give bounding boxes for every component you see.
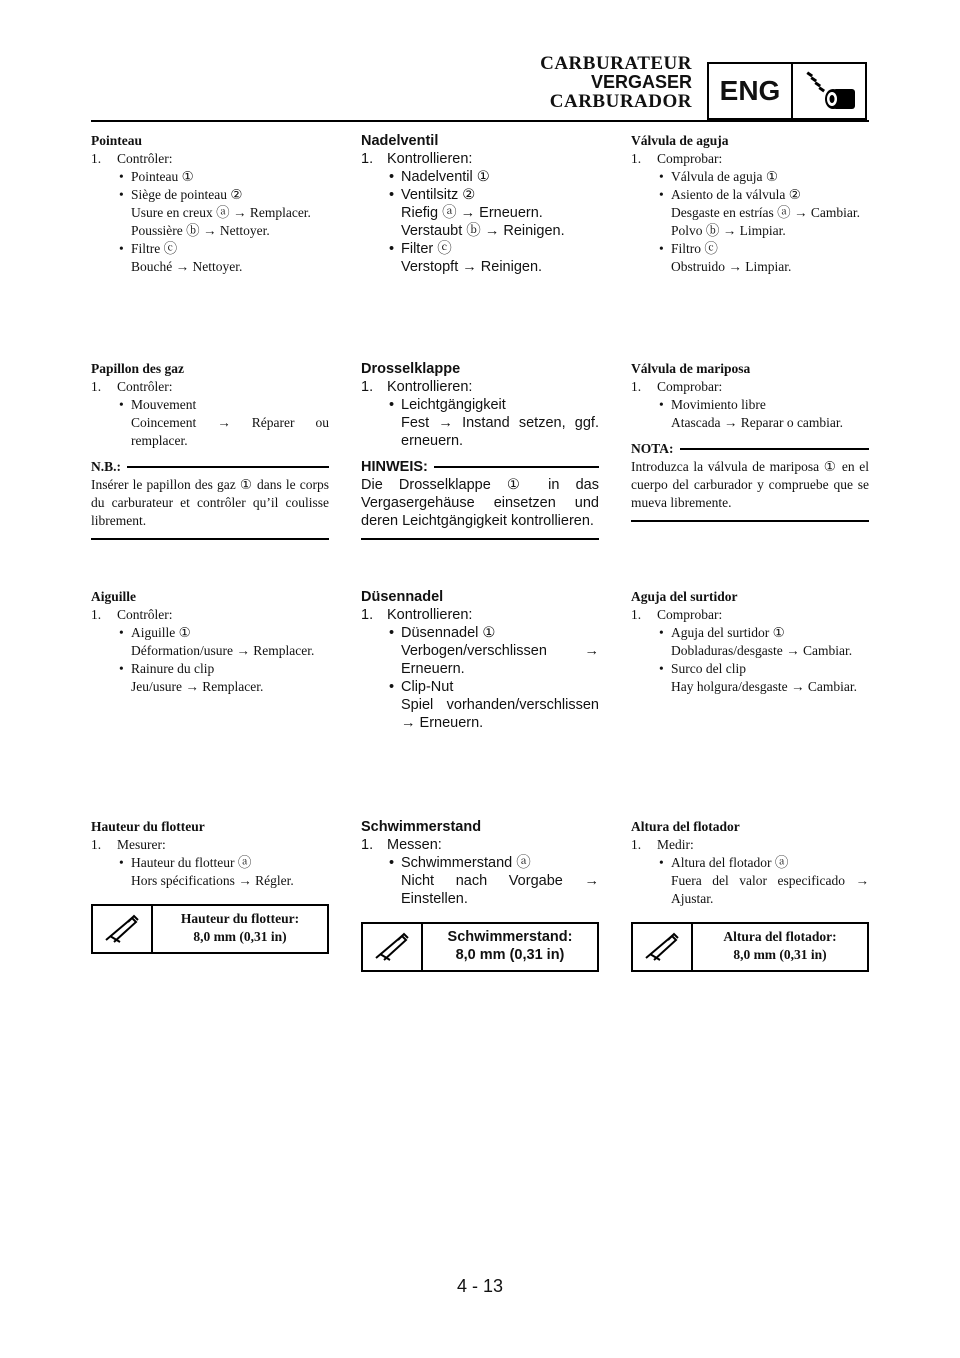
spec-label: Hauteur du flotteur: [180,911,300,926]
fr-jet-needle-section [91,588,329,696]
sub-text: Spiel vorhanden/verschlissen → Erneuern. [401,697,599,731]
es-jet-needle-section [631,588,869,696]
chapter-badge [707,62,867,120]
sub-text: Verstaubt ⓑ → Reinigen. [401,223,565,239]
note-header [361,458,599,476]
step-item: 1. Comprobar: [631,151,723,166]
bullet-item: • Schwimmerstand ⓐ [361,854,599,872]
engine-piston-icon [793,64,865,118]
sub-text: Déformation/usure → Remplacer. [131,643,315,658]
sub-text: Coincement → Réparer ou remplacer. [131,415,329,448]
spec-value: 8,0 mm (0,31 in) [455,947,565,963]
note-end-rule [361,538,599,540]
sub-text: Atascada → Reparar o cambiar. [671,415,844,430]
sub-text: Hay holgura/desgaste → Cambiar. [671,679,857,694]
section-heading: Nadelventil [361,133,439,149]
step-item: 1. Kontrollieren: [361,151,473,167]
step-item: 1. Contrôler: [91,151,173,166]
spec-value: 8,0 mm (0,31 in) [733,947,827,962]
sub-text: Verstopft → Reinigen. [401,259,543,275]
de-throttle-valve-section [361,360,599,540]
bullet-item: • Hauteur du flotteur ⓐ [91,854,329,872]
bullet-item: • Ventilsitz ② [361,186,599,204]
sub-text: Verbogen/verschlissen → Erneuern. [401,643,599,677]
step-item: 1. Kontrollieren: [361,379,473,395]
note-text: Die Drosselklappe ① in das Vergasergehäuse einsetzen und deren Leichtgängigkeit kontrollieren. [361,477,599,529]
es-needle-valve-section [631,132,869,276]
bullet-item: • Clip-Nut [361,678,599,696]
sub-text: Fuera del valor especificado → Ajustar. [671,873,869,906]
section-heading: Válvula de mariposa [631,361,751,376]
sub-text: Dobladuras/desgaste → Cambiar. [671,643,853,658]
chapter-label: ENG [709,64,793,118]
sub-text: Nicht nach Vorgabe → Einstellen. [401,873,599,907]
step-item: 1. Comprobar: [631,607,723,622]
section-heading: Papillon des gaz [91,361,185,376]
es-float-height-section [631,818,869,972]
note-text: Introduzca la válvula de mariposa ① en el cuerpo del carburador y compruebe que se mueva libremente. [631,459,869,510]
spec-box [631,922,869,972]
step-item: 1. Messen: [361,837,442,853]
sub-text: Usure en creux ⓐ → Remplacer. [131,205,311,220]
step-item: 1. Comprobar: [631,379,723,394]
spec-value: 8,0 mm (0,31 in) [193,929,287,944]
sub-text: Fest → Instand setzen, ggf. erneuern. [401,415,599,449]
bullet-item: • Surco del clip [631,660,869,678]
section-heading: Schwimmerstand [361,819,482,835]
caliper-icon [633,924,693,970]
sub-text: Desgaste en estrías ⓐ → Cambiar. [671,205,860,220]
step-item: 1. Kontrollieren: [361,607,473,623]
fr-needle-valve-section [91,132,329,276]
section-heading: Aiguille [91,589,137,604]
note-text: Insérer le papillon des gaz ① dans le corps du carburateur et contrôler qu’il coulisse librement. [91,477,329,528]
es-throttle-valve-section [631,360,869,522]
de-float-height-section [361,818,599,972]
bullet-item: • Nadelventil ① [361,168,599,186]
header-rule [91,120,869,122]
section-heading: Drosselklappe [361,361,461,377]
bullet-item: • Aguja del surtidor ① [631,624,869,642]
section-heading: Pointeau [91,133,143,148]
section-heading: Altura del flotador [631,819,740,834]
section-title [540,54,692,111]
section-heading: Aguja del surtidor [631,589,738,604]
title-spanish: CARBURADOR [549,91,692,112]
spec-label: Altura del flotador: [723,929,837,944]
sub-text: Jeu/usure → Remplacer. [131,679,264,694]
note-header [91,458,329,476]
step-item: 1. Contrôler: [91,379,173,394]
title-french: CARBURATEUR [540,53,692,74]
de-jet-needle-section [361,588,599,732]
sub-text: Riefig ⓐ → Erneuern. [401,205,543,221]
note-end-rule [631,520,869,522]
bullet-item: • Filtro ⓒ [631,240,869,258]
sub-text: Obstruido → Limpiar. [671,259,792,274]
spec-label: Schwimmerstand: [447,929,573,945]
bullet-item: • Válvula de aguja ① [631,168,869,186]
note-label: NOTA: [631,441,674,456]
fr-throttle-valve-section [91,360,329,540]
bullet-item: • Düsennadel ① [361,624,599,642]
sub-text: Polvo ⓑ → Limpiar. [671,223,786,238]
note-label: HINWEIS: [361,459,428,475]
bullet-item: • Rainure du clip [91,660,329,678]
caliper-icon [363,924,423,970]
bullet-item: • Aiguille ① [91,624,329,642]
title-german: VERGASER [590,72,692,92]
spec-box [91,904,329,954]
caliper-icon [93,906,153,952]
spec-box [361,922,599,972]
bullet-item: • Filter ⓒ [361,240,599,258]
page-number: 4 - 13 [456,1276,504,1296]
bullet-item: • Pointeau ① [91,168,329,186]
step-item: 1. Contrôler: [91,607,173,622]
sub-text: Bouché → Nettoyer. [131,259,243,274]
bullet-item: • Movimiento libre [631,396,869,414]
bullet-item: • Leichtgängigkeit [361,396,599,414]
section-heading: Válvula de aguja [631,133,729,148]
step-item: 1. Medir: [631,837,694,852]
note-label: N.B.: [91,459,121,474]
section-heading: Hauteur du flotteur [91,819,205,834]
sub-text: Hors spécifications → Régler. [131,873,294,888]
sub-text: Poussière ⓑ → Nettoyer. [131,223,270,238]
section-heading: Düsennadel [361,589,444,605]
bullet-item: • Mouvement [91,396,329,414]
note-end-rule [91,538,329,540]
bullet-item: • Altura del flotador ⓐ [631,854,869,872]
bullet-item: • Siège de pointeau ② [91,186,329,204]
fr-float-height-section [91,818,329,954]
bullet-item: • Filtre ⓒ [91,240,329,258]
de-needle-valve-section [361,132,599,276]
step-item: 1. Mesurer: [91,837,166,852]
bullet-item: • Asiento de la válvula ② [631,186,869,204]
note-header [631,440,869,458]
